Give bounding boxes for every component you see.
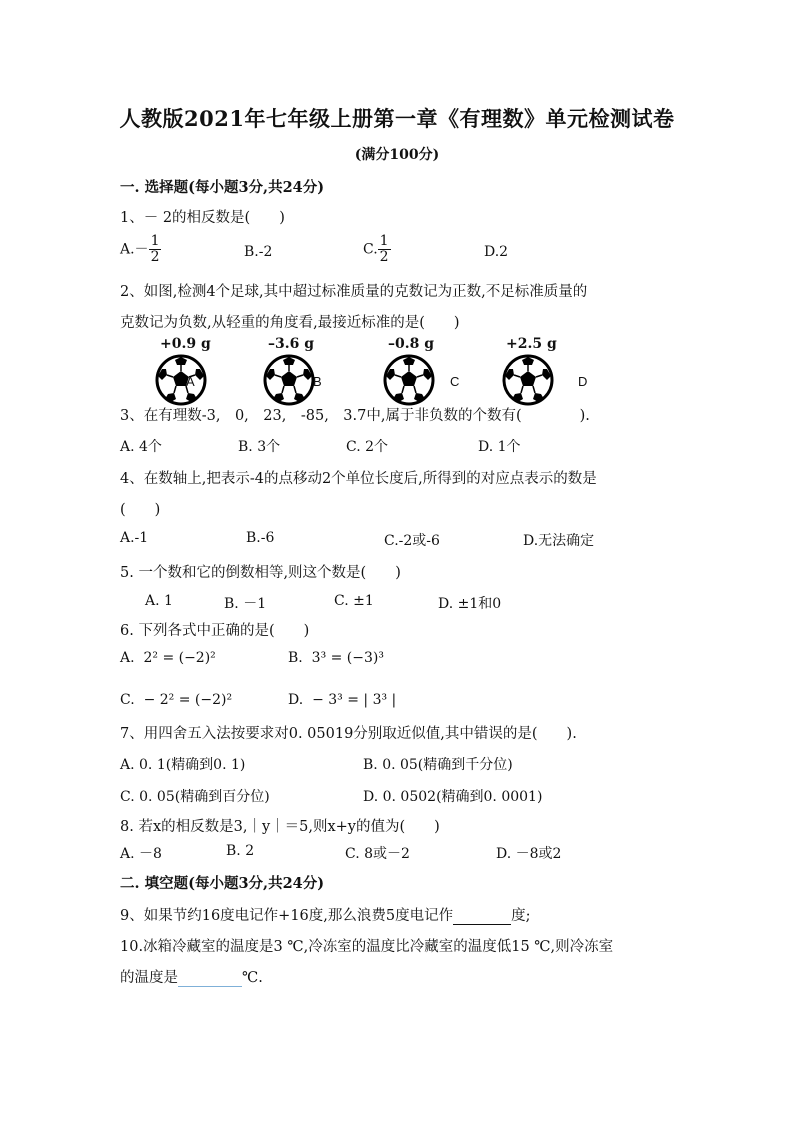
question-7-option-b: B. 0. 05(精确到千分位) [363,757,513,773]
question-5-option-b: B. －1 [224,596,267,612]
question-8-option-c: C. 8或－2 [345,846,410,862]
question-7-option-a: A. 0. 1(精确到0. 1) [120,757,246,773]
ball-d-weight: +2.5 g [506,336,557,352]
ball-c-weight: –0.8 g [388,336,435,352]
soccer-ball-a-icon [155,354,207,406]
question-10-line-2: 的温度是 ℃. [120,970,263,986]
question-1-option-b: B.-2 [244,244,273,260]
question-3-option-d: D. 1个 [478,439,521,455]
question-5-option-a: A. 1 [145,593,173,609]
question-4-line-1: 4、在数轴上,把表示-4的点移动2个单位长度后,所得到的对应点表示的数是 [120,471,597,487]
question-10-answer-blank[interactable] [178,970,242,987]
question-1-option-a: A.－ $\frac{1}{2}$ [120,233,160,265]
question-2-line-2: 克数记为负数,从轻重的角度看,最接近标准的是( ) [120,315,460,331]
question-7-option-c: C. 0. 05(精确到百分位) [120,789,270,805]
question-8-option-a: A. －8 [120,846,162,862]
page-subtitle: (满分100分) [354,147,440,163]
section-2-heading: 二. 填空题(每小题3分,共24分) [120,875,325,892]
question-3-stem: 3、在有理数-3, 0, 23, -85, 3.7中,属于非负数的个数有( ). [120,408,590,424]
question-7-stem: 7、用四舍五入法按要求对0. 05019分别取近似值,其中错误的是( ). [120,726,577,742]
question-4-option-c: C.-2或-6 [384,533,440,549]
question-2-line-1: 2、如图,检测4个足球,其中超过标准质量的克数记为正数,不足标准质量的 [120,284,588,300]
ball-c-letter: C [450,374,460,389]
question-4-option-b: B.-6 [246,530,275,546]
ball-b-letter: B [313,374,322,389]
question-7-option-d: D. 0. 0502(精确到0. 0001) [363,789,543,805]
question-5-option-d: D. ±1和0 [438,596,502,612]
question-1-stem: 1、－ 2的相反数是( ) [120,210,285,226]
question-1-option-d: D.2 [484,244,509,260]
question-9-answer-blank[interactable] [453,908,511,925]
question-5-option-c: C. ±1 [334,593,374,609]
question-4-option-a: A.-1 [120,530,149,546]
question-8-option-b: B. 2 [226,843,255,859]
question-3-option-a: A. 4个 [120,439,162,455]
soccer-ball-d-icon [502,354,554,406]
question-3-option-b: B. 3个 [238,439,281,455]
question-6-option-a: A. 2² = (−2)² [120,650,216,666]
ball-d-letter: D [578,374,588,389]
question-4-option-d: D.无法确定 [523,533,595,549]
question-8-option-d: D. －8或2 [496,846,562,862]
soccer-ball-c-icon [383,354,435,406]
soccer-ball-b-icon [263,354,315,406]
ball-b-weight: –3.6 g [268,336,315,352]
question-4-line-2: ( ) [120,502,161,518]
page-title: 人教版2021年七年级上册第一章《有理数》单元检测试卷 [119,106,675,131]
question-6-stem: 6. 下列各式中正确的是( ) [120,623,310,639]
section-1-heading: 一. 选择题(每小题3分,共24分) [120,179,325,196]
question-3-option-c: C. 2个 [346,439,389,455]
question-9: 9、如果节约16度电记作+16度,那么浪费5度电记作 度; [120,908,531,924]
ball-a-letter: A [186,374,195,389]
question-6-option-b: B. 3³ = (−3)³ [288,650,384,666]
question-10-line-1: 10.冰箱冷藏室的温度是3 ℃,冷冻室的温度比冷藏室的温度低15 ℃,则冷冻室 [120,939,614,955]
question-1-option-c: C. $\frac{1}{2}$ [363,233,389,265]
question-5-stem: 5. 一个数和它的倒数相等,则这个数是( ) [120,565,401,581]
question-6-option-d: D. − 3³ = | 3³ | [288,692,397,708]
question-8-stem: 8. 若x的相反数是3,｜y｜＝5,则x+y的值为( ) [120,819,440,835]
question-6-option-c: C. − 2² = (−2)² [120,692,233,708]
ball-a-weight: +0.9 g [160,336,211,352]
